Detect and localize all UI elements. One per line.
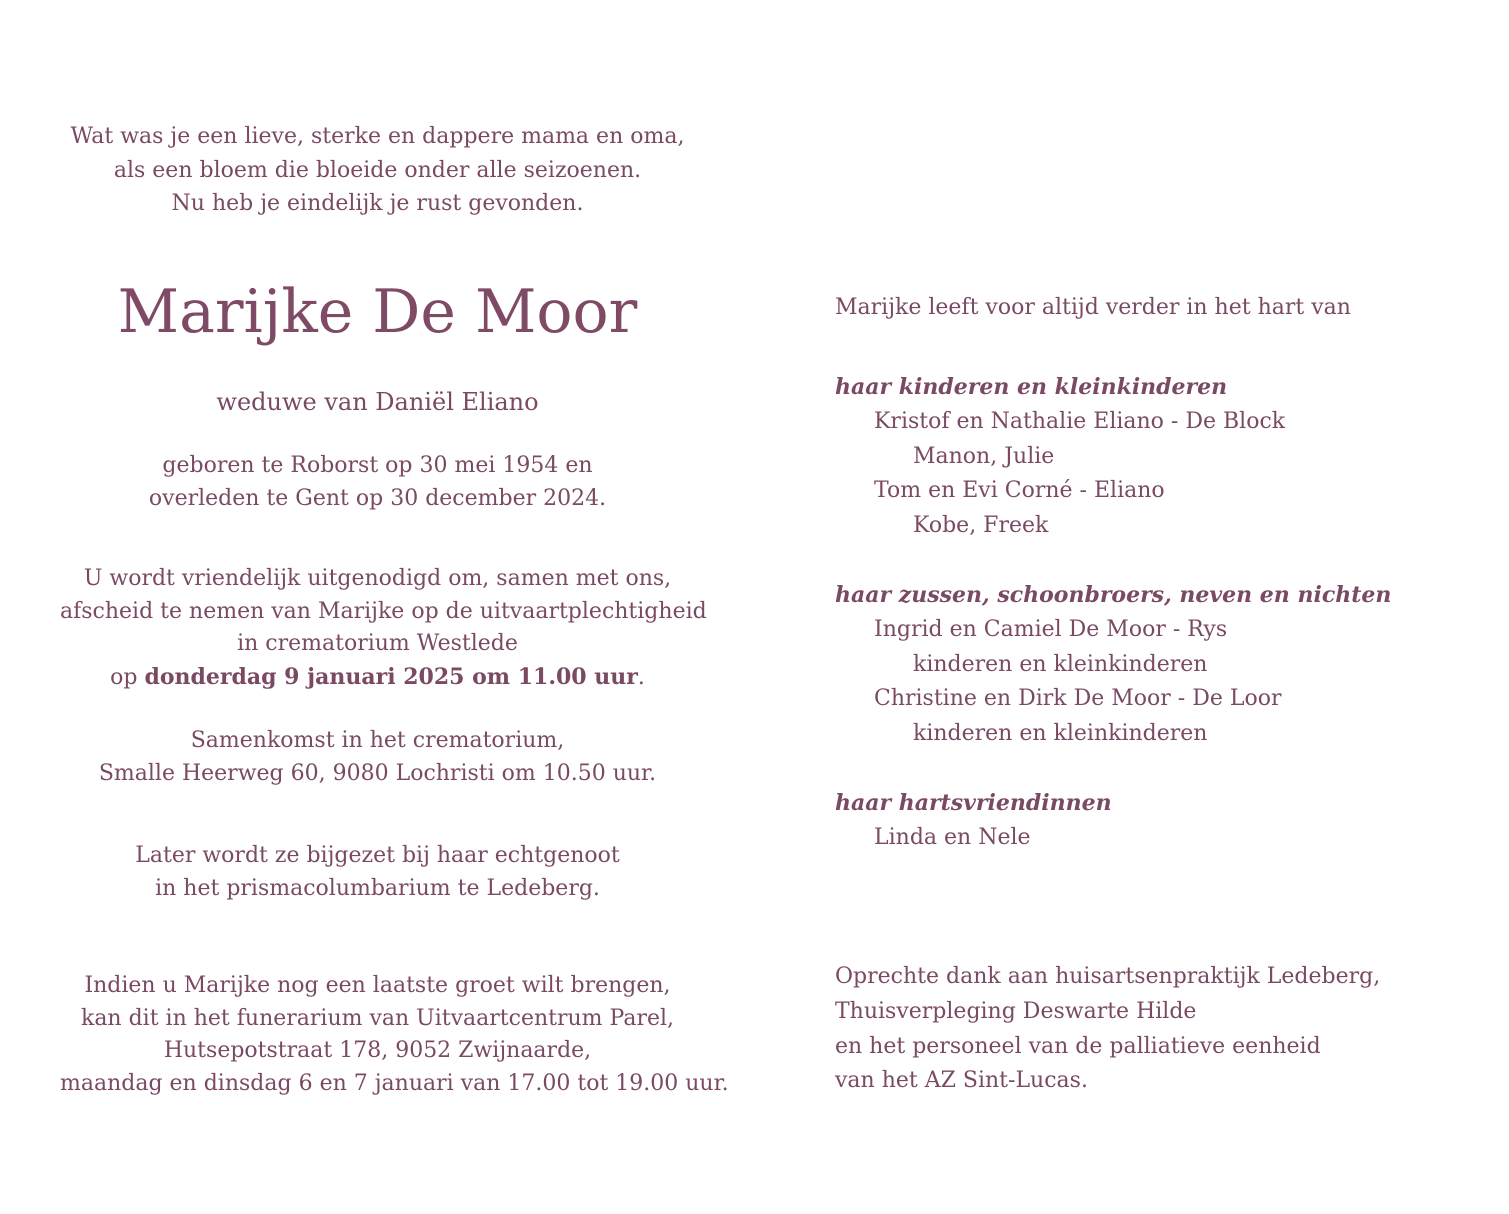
burial-line: Later wordt ze bijgezet bij haar echtgenoot	[135, 843, 620, 868]
ceremony-invitation	[60, 563, 707, 694]
thanks-line: en het personeel van de palliatieve eenheid	[835, 1033, 1321, 1059]
family-group-friends	[835, 786, 1455, 856]
thanks-line: van het AZ Sint-Lucas.	[835, 1068, 1088, 1094]
ceremony-date-line	[60, 661, 695, 695]
gathering-line: Samenkomst in het crematorium,	[190, 728, 565, 753]
family-member-line: Christine en Dirk De Moor - De Loor	[874, 686, 1282, 712]
birth-death-dates	[60, 450, 695, 515]
family-member-line: kinderen en kleinkinderen	[913, 721, 1208, 747]
family-group-title: haar zussen, schoonbroers, neven en nichten	[835, 582, 1392, 608]
dates-line: overleden te Gent op 30 december 2024.	[148, 485, 607, 511]
dates-line: geboren te Roborst op 30 mei 1954 en	[162, 453, 593, 478]
family-intro: Marijke leeft voor altijd verder in het hart van	[835, 295, 1351, 320]
invitation-line: afscheid te nemen van Marijke op de uitvaartplechtigheid	[60, 598, 707, 624]
poem-line: Wat was je een lieve, sterke en dappere mama en oma,	[70, 124, 685, 149]
thanks-line: Thuisverpleging Deswarte Hilde	[835, 998, 1197, 1024]
family-member-line: Kristof en Nathalie Eliano - De Block	[874, 408, 1286, 434]
poem-line: als een bloem die bloeide onder alle seizoenen.	[113, 157, 642, 183]
family-member-line: Ingrid en Camiel De Moor - Rys	[874, 616, 1228, 642]
date-prefix: op	[110, 664, 145, 690]
burial-line: in het prismacolumbarium te Ledeberg.	[155, 875, 600, 901]
family-member-line: Manon, Julie	[913, 443, 1055, 469]
visitation-line: kan dit in het funerarium van Uitvaartcentrum Parel,	[80, 1005, 675, 1031]
poem	[60, 120, 695, 221]
family-member-line: Linda en Nele	[874, 824, 1031, 850]
invitation-line: in crematorium Westlede	[237, 631, 518, 656]
visitation-line: Hutsepotstraat 178, 9052 Zwijnaarde,	[163, 1038, 592, 1063]
visitation-line: Indien u Marijke nog een laatste groet wilt brengen,	[84, 973, 671, 998]
burial-info	[60, 840, 695, 905]
gathering-info	[60, 725, 695, 790]
family-group-title: haar kinderen en kleinkinderen	[835, 374, 1228, 400]
family-group-siblings	[835, 578, 1455, 752]
family-member-line: Kobe, Freek	[913, 513, 1049, 539]
poem-line: Nu heb je eindelijk je rust gevonden.	[171, 191, 584, 216]
visitation-info	[60, 970, 729, 1100]
gathering-line: Smalle Heerweg 60, 9080 Lochristi om 10.50 uur.	[98, 760, 657, 786]
family-group-children	[835, 370, 1455, 544]
ceremony-date: donderdag 9 januari 2025 om 11.00 uur	[144, 663, 638, 690]
thanks-line: Oprechte dank aan huisartsenpraktijk Ledeberg,	[835, 964, 1381, 989]
thanks-note	[835, 960, 1455, 1099]
family-member-line: kinderen en kleinkinderen	[913, 651, 1208, 677]
date-suffix: .	[637, 664, 645, 690]
widow-line: weduwe van Daniël Eliano	[216, 388, 539, 416]
deceased-name: Marijke De Moor	[117, 277, 638, 347]
family-member-line: Tom en Evi Corné - Eliano	[874, 478, 1165, 504]
family-group-title: haar hartsvriendinnen	[835, 790, 1112, 816]
visitation-line: maandag en dinsdag 6 en 7 januari van 17.00 tot 19.00 uur.	[60, 1070, 729, 1096]
invitation-line: U wordt vriendelijk uitgenodigd om, samen met ons,	[83, 566, 672, 591]
